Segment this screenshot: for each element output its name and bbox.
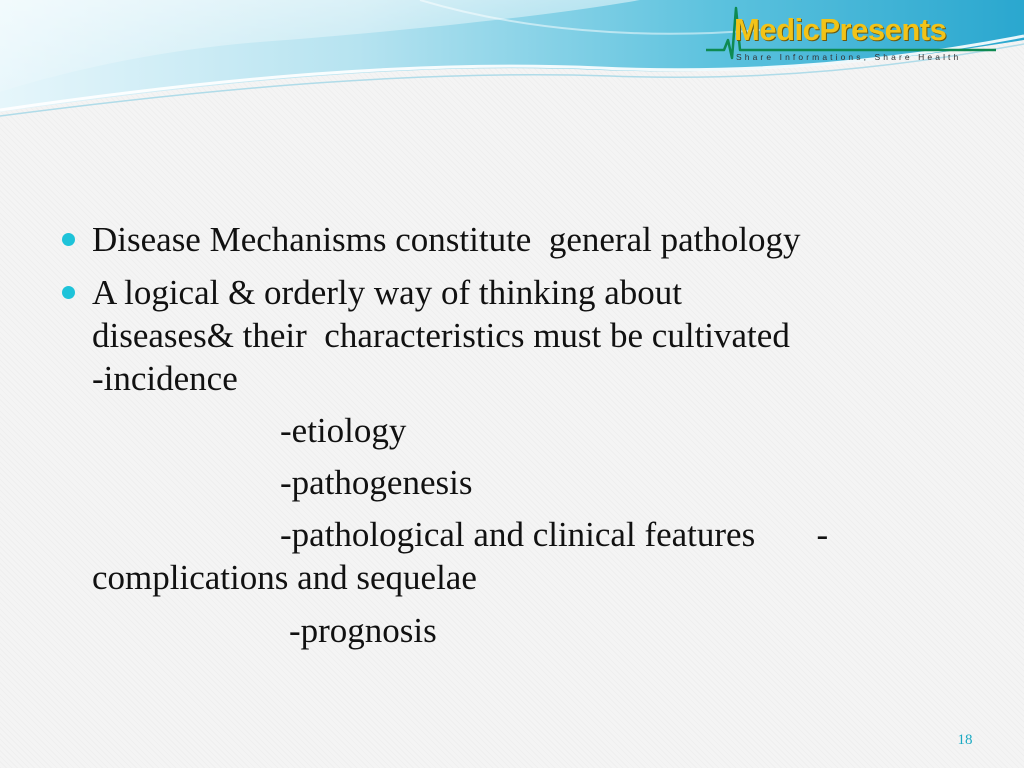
bullet-item <box>62 271 962 652</box>
sub-item-line: -pathological and clinical features - <box>280 515 829 554</box>
bullet-line: A logical & orderly way of thinking about <box>92 273 683 312</box>
sub-item-line: -pathogenesis <box>280 463 473 502</box>
sub-item-line: -etiology <box>280 411 407 450</box>
logo-wordmark: MedicPresents <box>734 12 947 47</box>
bullet-text: Disease Mechanisms constitute general pathology <box>92 220 801 259</box>
sub-item-line: -prognosis <box>289 611 437 650</box>
medicpresents-logo <box>706 2 1002 64</box>
continuation-line: complications and sequelae <box>92 558 477 597</box>
logo-tagline: Share Informations, Share Health <box>736 52 962 62</box>
slide-body <box>62 218 962 662</box>
bullet-icon <box>62 286 75 299</box>
bullet-line: diseases& their characteristics must be cultivated <box>92 316 790 355</box>
bullet-item <box>62 218 962 261</box>
bullet-icon <box>62 233 75 246</box>
bullet-line: -incidence <box>92 359 238 398</box>
page-number: 18 <box>957 732 973 748</box>
